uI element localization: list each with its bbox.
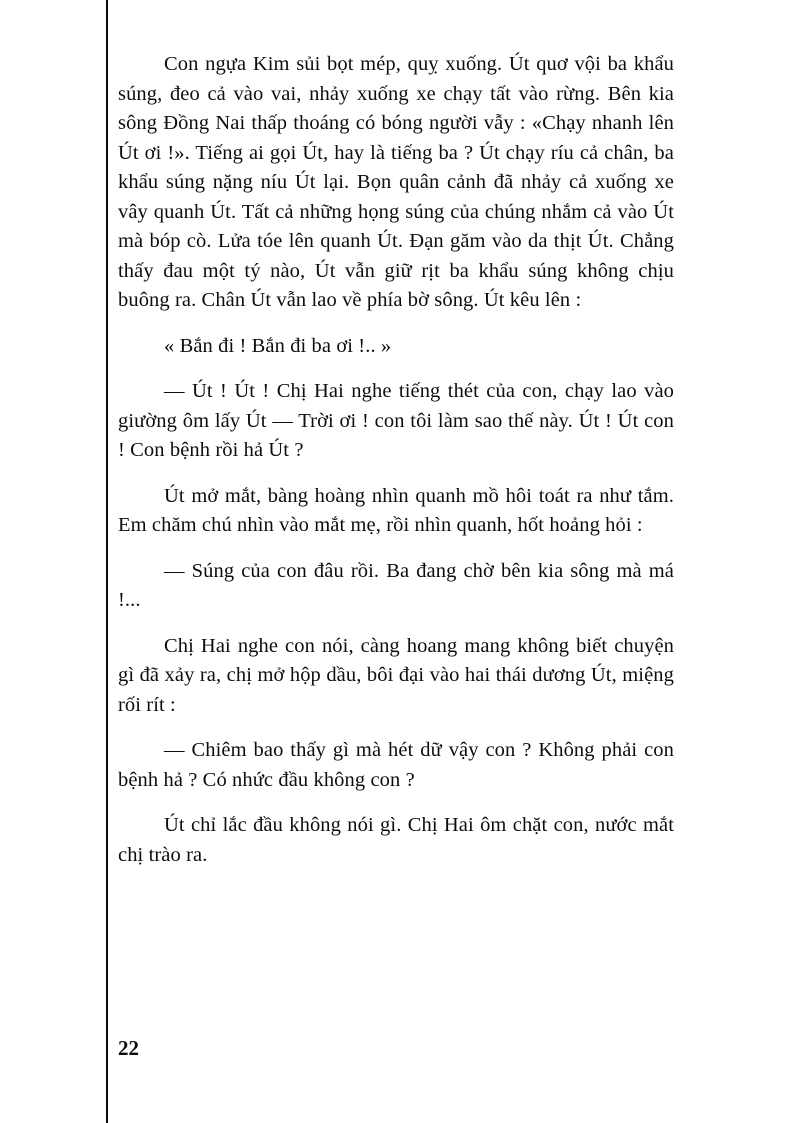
paragraph-5: — Súng của con đâu rồi. Ba đang chờ bên kia sông mà má !... [118, 559, 674, 611]
paragraph-3: — Út ! Út ! Chị Hai nghe tiếng thét của con, chạy lao vào giường ôm lấy Út — Trời ơi ! con tôi làm sao thế này. Út ! Út con ! Con bệnh rồi hả Út ? [118, 380, 674, 461]
page-edge-rule [106, 0, 108, 1123]
paragraph-2: « Bắn đi ! Bắn đi ba ơi !.. » [164, 334, 392, 357]
body-text [118, 50, 674, 870]
paragraph-8: Út chỉ lắc đầu không nói gì. Chị Hai ôm chặt con, nước mắt chị trào ra. [118, 814, 674, 866]
page-number: 22 [118, 1036, 139, 1060]
paragraph-7: — Chiêm bao thấy gì mà hét dữ vậy con ? Không phải con bệnh hả ? Có nhức đầu không con ? [118, 739, 674, 791]
paragraph-4: Út mở mắt, bàng hoàng nhìn quanh mồ hôi toát ra như tắm. Em chăm chú nhìn vào mắt mẹ, rồi nhìn quanh, hốt hoảng hỏi : [118, 484, 674, 536]
paragraph-6: Chị Hai nghe con nói, càng hoang mang không biết chuyện gì đã xảy ra, chị mở hộp dầu, bôi đại vào hai thái dương Út, miệng rối rít : [118, 634, 674, 716]
paragraph-1: Con ngựa Kim sủi bọt mép, quỵ xuống. Út quơ vội ba khẩu súng, đeo cả vào vai, nhảy xuống xe chạy tất vào rừng. Bên kia sông Đồng Nai thấp thoáng có bóng người vẫy : «Chạy nhanh lên Út ơi !». Tiếng ai gọi Út, hay là tiếng ba ? Út chạy ríu cả chân, ba khẩu súng nặng níu Út lại. Bọn quân cảnh đã nhảy cả xuống xe vây quanh Út. Tất cả những họng súng của chúng nhắm cả vào Út mà bóp cò. Lửa tóe lên quanh Út. Đạn găm vào da thịt Út. Chẳng thấy đau một tý nào, Út vẫn giữ rịt ba khẩu súng không chịu buông ra. Chân Út vẫn lao về phía bờ sông. Út kêu lên : [118, 53, 674, 311]
